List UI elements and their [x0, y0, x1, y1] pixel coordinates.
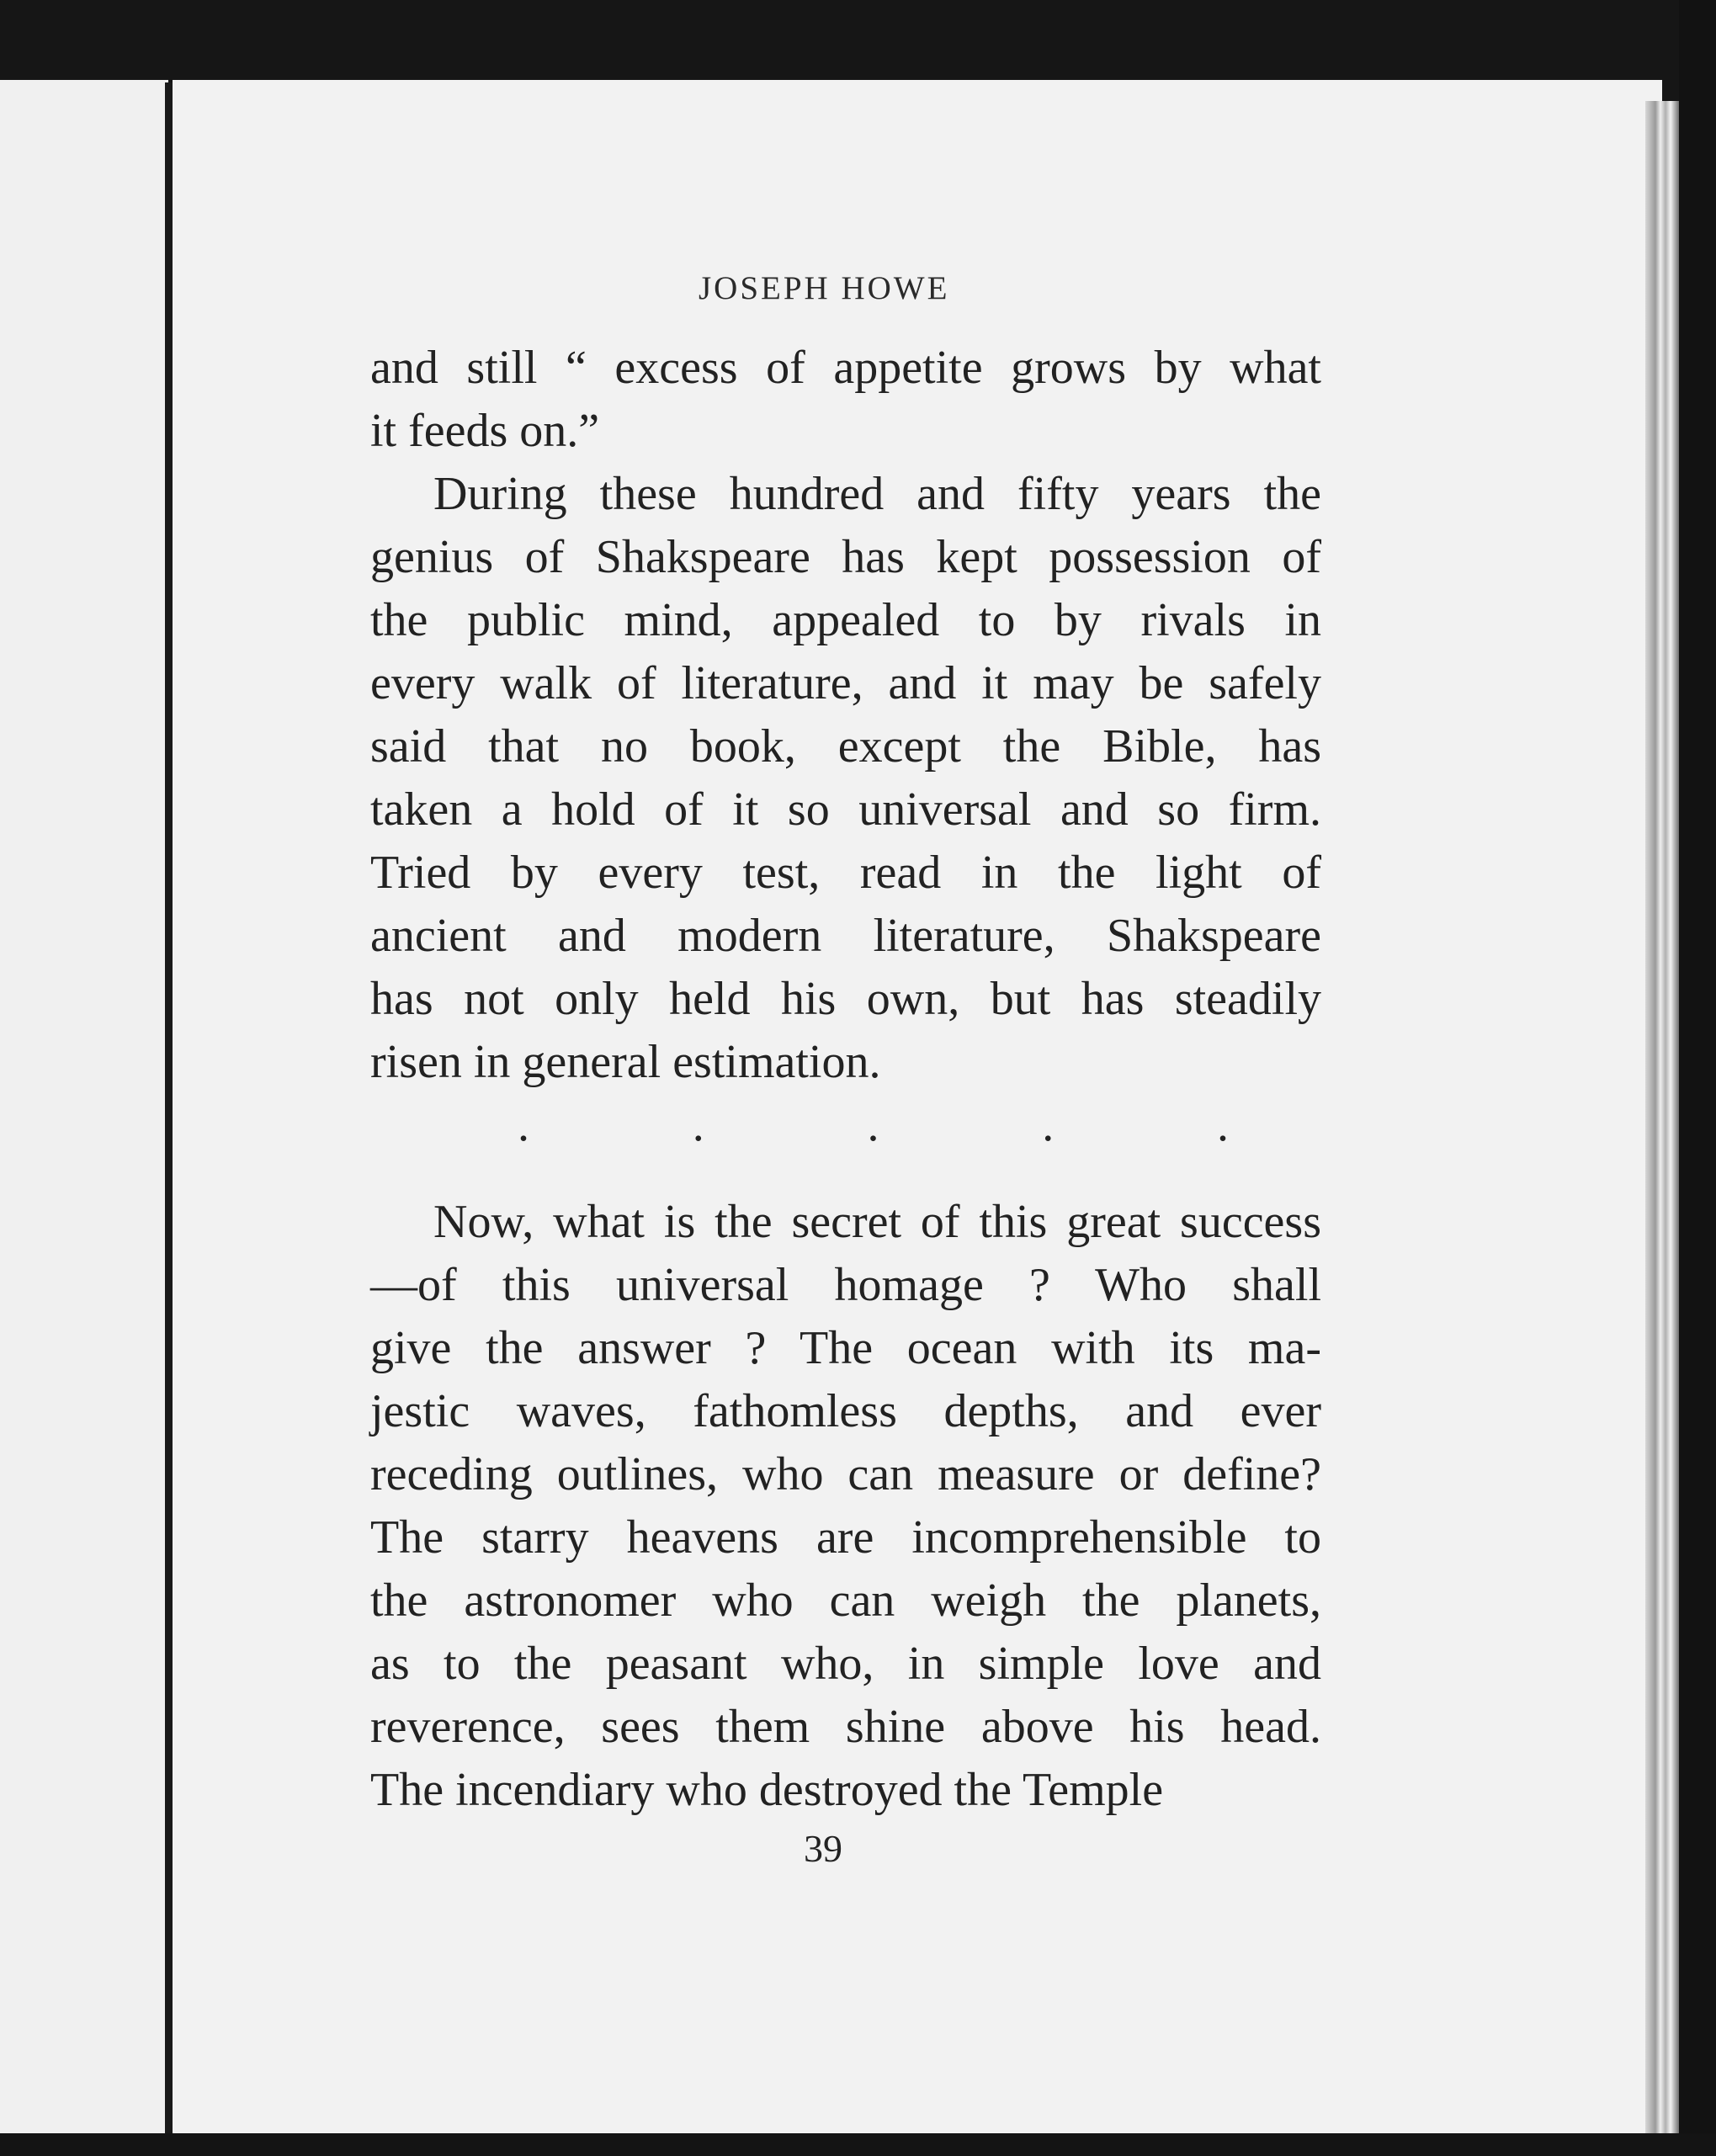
text-line: give the answer ? The ocean with its ma-	[370, 1322, 1321, 1374]
ellipsis-separator	[370, 1094, 1321, 1157]
text-line: Now, what is the secret of this great success	[433, 1196, 1321, 1248]
text-line: said that no book, except the Bible, has	[370, 720, 1321, 773]
running-head: JOSEPH HOWE	[699, 270, 950, 306]
spacer	[370, 1157, 1321, 1191]
text-line: genius of Shakspeare has kept possession of	[370, 531, 1321, 583]
ellipsis-dot: .	[1217, 1099, 1229, 1151]
scan-border	[0, 2133, 1716, 2156]
text-line: has not only held his own, but has steadily	[370, 973, 1321, 1025]
text-line: ancient and modern literature, Shakspeare	[370, 910, 1321, 962]
text-line: taken a hold of it so universal and so firm.	[370, 783, 1321, 836]
page-body	[370, 337, 1321, 1822]
text-line: and still “ excess of appetite grows by what	[370, 342, 1321, 394]
text-line: receding outlines, who can measure or define?	[370, 1448, 1321, 1500]
ellipsis-dot: .	[867, 1099, 879, 1151]
text-line: the public mind, appealed to by rivals in	[370, 594, 1321, 646]
text-line: The starry heavens are incomprehensible to	[370, 1511, 1321, 1564]
text-line: jestic waves, fathomless depths, and ever	[370, 1385, 1321, 1437]
page-number: 39	[804, 1827, 842, 1870]
page-edge-stack	[1645, 101, 1679, 2137]
text-line: the astronomer who can weigh the planets,	[370, 1575, 1321, 1627]
ellipsis-dot: .	[518, 1099, 529, 1151]
ellipsis-dot: .	[692, 1099, 704, 1151]
text-line: The incendiary who destroyed the Temple	[370, 1764, 1164, 1816]
scan-border	[1679, 0, 1716, 2156]
text-line: reverence, sees them shine above his head.	[370, 1701, 1321, 1753]
text-line: risen in general estimation.	[370, 1036, 881, 1088]
text-line: as to the peasant who, in simple love and	[370, 1638, 1321, 1690]
book-gutter	[165, 82, 173, 2136]
text-line: every walk of literature, and it may be safely	[370, 657, 1321, 709]
facing-page-edge	[0, 80, 168, 2133]
ellipsis-dot: .	[1042, 1099, 1055, 1151]
text-line: it feeds on.”	[370, 405, 600, 457]
text-line: —of this universal homage ? Who shall	[370, 1259, 1321, 1311]
text-line: During these hundred and fifty years the	[433, 468, 1321, 520]
text-line: Tried by every test, read in the light of	[370, 847, 1321, 899]
